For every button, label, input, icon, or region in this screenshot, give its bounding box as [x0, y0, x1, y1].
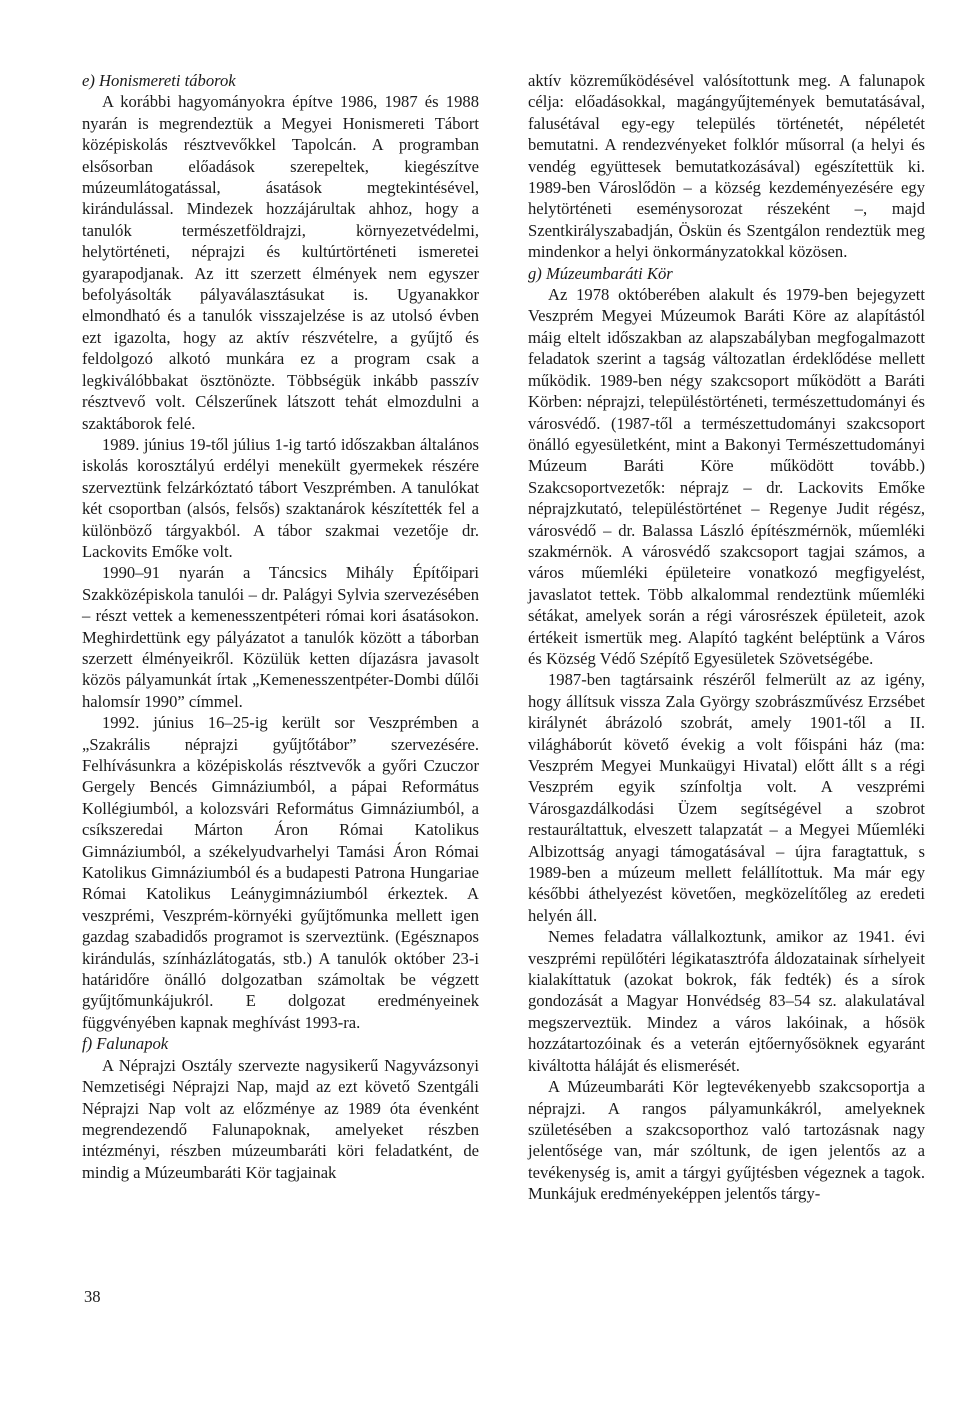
paragraph-continued: aktív közreműködésével valósítottunk meg. A falunapok célja: előadásokkal, magángyűjtemények bemutatásával, falusétával egy-egy település történetét, népéletét bemutatni. A rendezvényeket folklór műsorral (a helyi és vendég együttesek bemutatkozásával) egészítettük ki. 1989-ben Városlődön – a község kezdeményezésére egy helytörténeti eseménysorozat részeként –, majd Szentkirályszabadján, Öskün és Szentgálon rendeztük meg mindenkor a helyi önkormányzatokkal közösen.: [528, 71, 925, 262]
paragraph: A Néprajzi Osztály szervezte nagysikerű Nagyvázsonyi Nemzetiségi Néprajzi Nap, majd az ezt követő Szentgáli Néprajzi Nap volt az előzménye az 1989 óta évenként megrendezendő Falunapoknak, amelyeket részben intézményi, részben múzeumbaráti köri feladatként, de mindig a Múzeumbaráti Kör tagjainak: [82, 1055, 479, 1182]
section-heading-g: g) Múzeumbaráti Kör: [528, 263, 673, 283]
section-heading-e: e) Honismereti táborok: [82, 71, 236, 90]
left-column: [82, 70, 479, 1183]
paragraph: 1989. június 19-től július 1-ig tartó időszakban általános iskolás korosztályú erdélyi menekült gyermekek részére szerveztünk felzárkóztató tábort Veszprémben. A tanulókat két csoportban (alsós, felsős) szaktanárok készítették fel a különböző tárgyakból. A tábor szakmai vezetője dr. Lackovits Emőke volt.: [82, 434, 479, 561]
paragraph: A korábbi hagyományokra építve 1986, 1987 és 1988 nyarán is megrendeztük a Megyei Honismereti Tábort középiskolás résztvevőkkel Tapolcán. A programban elsősorban előadások szerepeltek, kiegészítve múzeumlátogatással, ásatások megtekintésével, kirándulással. Mindezek hozzájárultak ahhoz, hogy a tanulók természetföldrajzi, környezetvédelmi, helytörténeti, néprajzi és kultúrtörténeti ismeretei gyarapodjanak. Az itt szerzett élmények nem egyszer befolyásolták pályaválasztásukat is. Ugyanakkor elmondható és a tanulók visszajelzése is az utolsó évben ezt igazolta, hogy az aktív részvételre, a gyűjtő és feldolgozó alkotó munkára ez a program csak a legkiválóbbakat ösztönözte. Többségük inkább passzív résztvevő volt. Célszerűnek látszott tehát elmozdulni a szaktáborok felé.: [82, 92, 479, 433]
section-heading-f: f) Falunapok: [82, 1034, 169, 1054]
paragraph: Nemes feladatra vállalkoztunk, amikor az 1941. évi veszprémi repülőtéri légikatasztrófa áldozatainak sírhelyeit kialakíttatuk (azokat bokrok, fák fedték) és a sírok gondozását a Magyar Honvédség 83–54 sz. alakulatával megszerveztük. Mindez a város lakóinak, a hősök hozzátartozóinak és a veterán ejtőernyősöknek egyaránt kiváltotta háláját és elismerését.: [528, 927, 925, 1075]
paragraph: 1987-ben tagtársaink részéről felmerült az az igény, hogy állítsuk vissza Zala György szobrászművész Erzsébet királynét ábrázoló szobrát, amely 1901-től a II. világháborút követő évekig a volt főispáni ház (ma: Veszprém Megyei Munkaügyi Hivatal) előtt állt s a régi Veszprém egyik színfoltja volt. A veszprémi Városgazdálkodási Üzem segítségével a szobrot restauráltattuk, elveszett talapzatát – a Megyei Műemléki Albizottság anyagi támogatásával – újra faragtattuk, s 1989-ben a múzeum mellett felállítottuk. Ma már egy későbbi áthelyezést követően, megközelítőleg az eredeti helyén áll.: [528, 670, 925, 925]
paragraph: Az 1978 októberében alakult és 1979-ben bejegyzett Veszprém Megyei Múzeumok Baráti Köre az alapítástól máig eltelt időszakban az alapszabályban megfogalmazott feladatok szerint a tagság változatlan érdeklődése mellett működik. 1989-ben négy szakcsoport működött a Baráti Körben: néprajzi, településtörténeti, természettudományi és városvédő. (1987-től a természettudományi szakcsoport önálló egyesületként, mint a Bakonyi Természettudományi Múzeum Baráti Köre működött tovább.) Szakcsoportvezetők: néprajz – dr. Lackovits Emőke néprajzkutató, településtörténet – Regenye Judit régész, városvédő – dr. Balassa László építészmérnök, műemléki szakmérnök. A városvédő szakcsoport tagjai számos, a város műemléki épületeire vonatkozó megfigyelést, javaslatot tettek. Több alkalommal rendeztünk műemléki sétákat, amelyek során a régi városrészek épületeit, azok értékeit ismertük meg. Alapító tagként beléptünk a Város és Község Védő Szépítő Egyesületek Szövetségébe.: [528, 285, 925, 668]
paragraph: A Múzeumbaráti Kör legtevékenyebb szakcsoportja a néprajzi. A rangos pályamunkákról, amelyeknek születésében a szakcsoporthoz való tartozásnak nagy jelentősége van, már szóltunk, de igen jelentős az a tevékenység is, amit a tárgyi gyűjtésben végeznek a tagok. Munkájuk eredményeképpen jelentős tárgy-: [528, 1077, 925, 1204]
right-column: [528, 70, 925, 1205]
paragraph: 1990–91 nyarán a Táncsics Mihály Építőipari Szakközépiskola tanulói – dr. Palágyi Sylvia szervezésében – részt vettek a kemenesszentpéteri római kori ásatásokon. Meghirdettünk egy pályázatot a tanulók között a táborban szerzett élményeikről. Közülük ketten díjazásra javasolt közös pályamunkát írtak „Kemenesszentpéter-Dombi dűlői halomsír 1990” címmel.: [82, 563, 479, 711]
page-number: 38: [84, 1287, 101, 1306]
paragraph: 1992. június 16–25-ig került sor Veszprémben a „Szakrális néprajzi gyűjtőtábor” szervezésére. Felhívásunkra a középiskolás résztvevők a győri Czuczor Gergely Bencés Gimnáziumból, a pápai Református Kollégiumból, a kolozsvári Református Gimnáziumból, a csíkszeredai Márton Áron Római Katolikus Gimnáziumból, a székelyudvarhelyi Tamási Áron Római Katolikus Gimnáziumból és a budapesti Patrona Hungariae Római Katolikus Leánygimnáziumból érkeztek. A veszprémi, Veszprém-környéki gyűjtőmunka mellett igen gazdag szabadidős programot is szerveztünk. (Egésznapos kirándulás, színházlátogatás, stb.) A tanulók október 23-i határidőre önálló dolgozatban számoltak be végzett gyűjtőmunkájukról. E dolgozat eredményeinek függvényében kapnak meghívást 1993-ra.: [82, 713, 479, 1032]
